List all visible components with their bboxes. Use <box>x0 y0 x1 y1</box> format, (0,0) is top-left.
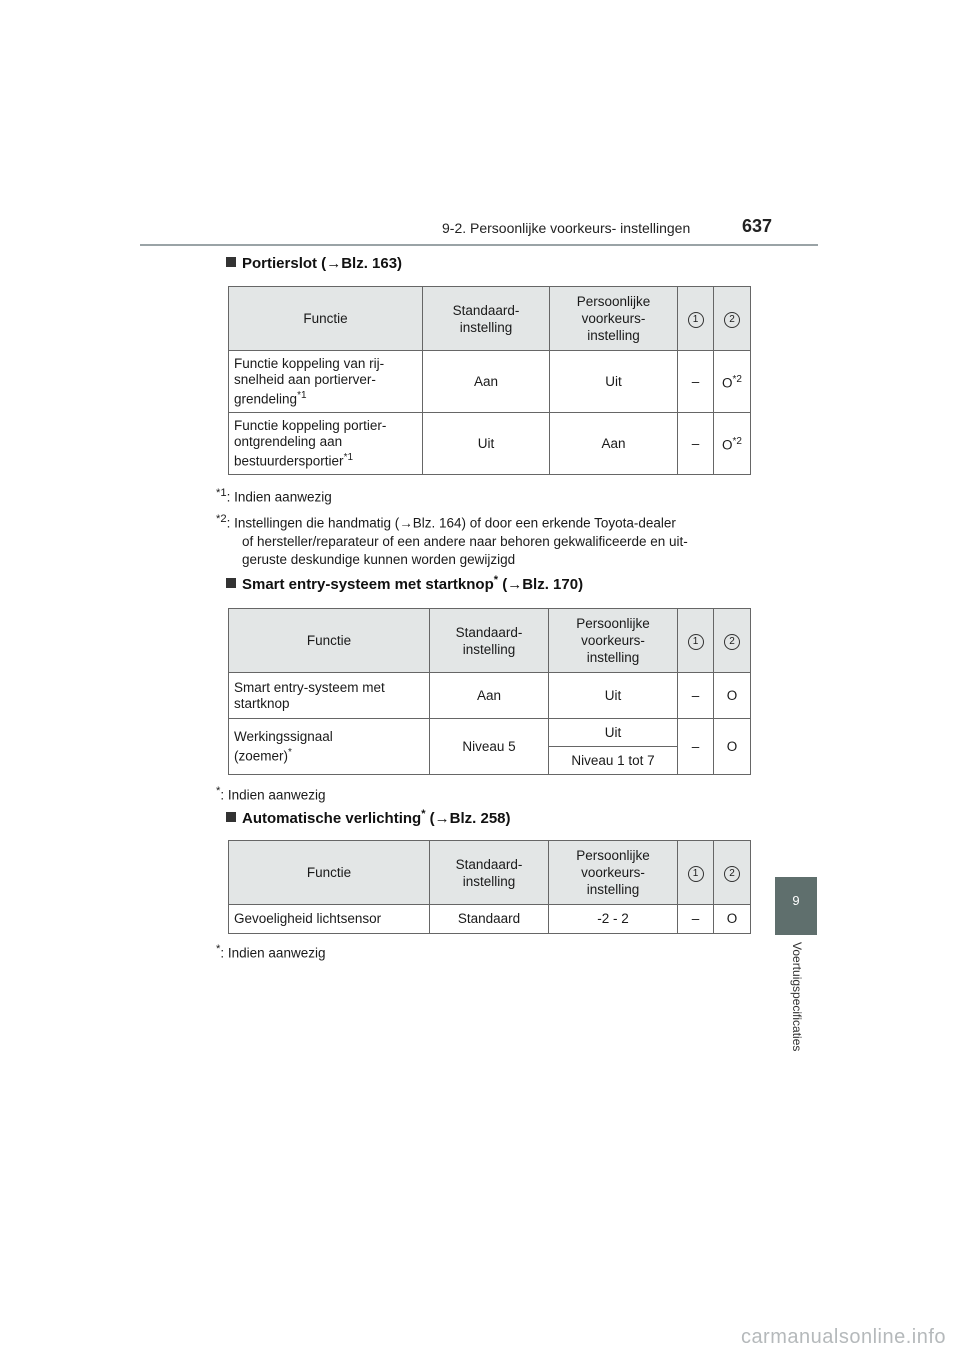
circle-2-icon: 2 <box>724 634 740 650</box>
col-persoonlijk: Persoonlijke voorkeurs- instelling <box>549 609 678 673</box>
chapter-label: Voertuigspecificaties <box>790 942 804 1052</box>
cell-persoonlijk: Aan <box>550 413 678 475</box>
cell-col1: – <box>678 413 714 475</box>
watermark: carmanualsonline.info <box>740 1326 946 1348</box>
cell-standaard: Aan <box>430 673 549 719</box>
page-header <box>140 216 818 246</box>
footnote-automatische-verlichting: *: Indien aanwezig <box>216 943 326 961</box>
section-title: 9-2. Persoonlijke voorkeurs- instellingen <box>442 220 691 236</box>
arrow-icon: → <box>507 576 523 593</box>
arrow-icon: → <box>434 810 450 827</box>
cell-col2: O$^{*2}$ <box>714 351 751 413</box>
col-1 <box>678 841 714 905</box>
circle-2-icon: 2 <box>724 866 740 882</box>
square-bullet-icon <box>226 812 236 822</box>
col-functie: Functie <box>229 609 430 673</box>
circle-2-icon: 2 <box>724 312 740 328</box>
table-row <box>229 905 751 934</box>
cell-col1: – <box>678 905 714 934</box>
circle-1-icon: 1 <box>688 312 704 328</box>
cell-col1: – <box>678 719 714 775</box>
col-2 <box>714 287 751 351</box>
table-row <box>229 673 751 719</box>
col-standaard: Standaard- instelling <box>430 609 549 673</box>
cell-persoonlijk: -2 - 2 <box>549 905 678 934</box>
cell-persoonlijk: Uit <box>549 673 678 719</box>
table-portierslot <box>228 286 751 475</box>
col-2 <box>714 841 751 905</box>
cell-col1: – <box>678 673 714 719</box>
cell-functie: Smart entry-systeem met startknop <box>229 673 430 719</box>
cell-standaard: Uit <box>423 413 550 475</box>
table-automatische-verlichting <box>228 840 751 934</box>
cell-col2: O <box>714 905 751 934</box>
cell-standaard: Niveau 5 <box>430 719 549 775</box>
col-functie: Functie <box>229 841 430 905</box>
cell-standaard: Aan <box>423 351 550 413</box>
table-row <box>229 351 751 413</box>
cell-col2: O$^{*2}$ <box>714 413 751 475</box>
circle-1-icon: 1 <box>688 634 704 650</box>
cell-functie: Werkingssignaal (zoemer)* <box>229 719 430 775</box>
col-standaard: Standaard- instelling <box>430 841 549 905</box>
col-persoonlijk: Persoonlijke voorkeurs- instelling <box>549 841 678 905</box>
col-persoonlijk: Persoonlijke voorkeurs- instelling <box>550 287 678 351</box>
cell-functie: Gevoeligheid lichtsensor <box>229 905 430 934</box>
table-row <box>229 413 751 475</box>
square-bullet-icon <box>226 257 236 267</box>
footnote-smart-entry: *: Indien aanwezig <box>216 785 326 803</box>
cell-functie: Functie koppeling van rij- snelheid aan portierver- grendeling$^{*1}$ <box>229 351 423 413</box>
col-functie: Functie <box>229 287 423 351</box>
square-bullet-icon <box>226 578 236 588</box>
heading-smart-entry: Smart entry-systeem met startknop* (→Blz. 170) <box>226 574 583 593</box>
cell-col2: O <box>714 719 751 775</box>
heading-automatische-verlichting: Automatische verlichting* (→Blz. 258) <box>226 808 511 827</box>
chapter-tab[interactable]: 9 <box>775 877 817 935</box>
cell-col2: O <box>714 673 751 719</box>
cell-col1: – <box>678 351 714 413</box>
footnote-1: $^{*1}$: Indien aanwezig <box>216 487 332 505</box>
arrow-icon: → <box>326 255 342 272</box>
arrow-icon: → <box>399 515 413 531</box>
cell-persoonlijk: Niveau 1 tot 7 <box>549 747 678 775</box>
col-standaard: Standaard- instelling <box>423 287 550 351</box>
col-1 <box>678 287 714 351</box>
page-number: 637 <box>741 216 772 236</box>
cell-functie: Functie koppeling portier- ontgrendeling aan bestuurdersportier$^{*1}$ <box>229 413 423 475</box>
cell-persoonlijk: Uit <box>550 351 678 413</box>
footnote-2: $^{*2}$: Instellingen die handmatig (→Blz. 164) of door een erkende Toyota-dealer of hersteller/reparateur of een andere naar behoren gekwalificeerde en uit- geruste deskundige kunnen worden gewijzigd <box>216 513 688 567</box>
table-smart-entry <box>228 608 751 775</box>
col-1 <box>678 609 714 673</box>
circle-1-icon: 1 <box>688 866 704 882</box>
cell-standaard: Standaard <box>430 905 549 934</box>
col-2 <box>714 609 751 673</box>
table-row <box>229 719 751 747</box>
heading-portierslot: Portierslot (→Blz. 163) <box>226 255 402 272</box>
cell-persoonlijk: Uit <box>549 719 678 747</box>
